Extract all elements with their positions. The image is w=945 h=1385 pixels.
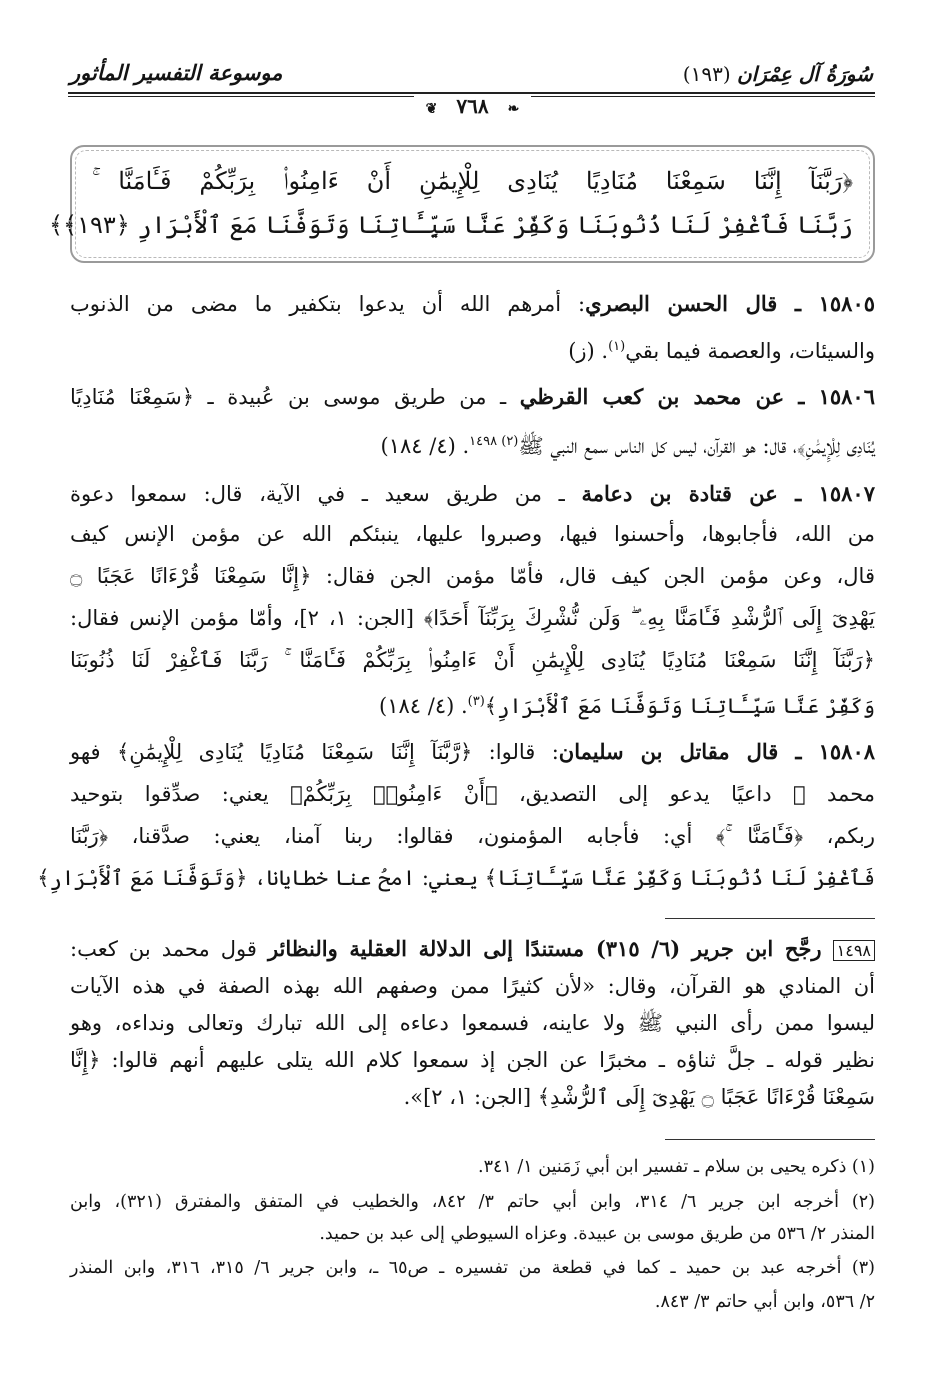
- footnote-ref: (١): [608, 339, 626, 354]
- entry-text: . (٤/ ١٨٤): [380, 434, 470, 458]
- entry-text: ـ من طريق سعيد ـ في الآية، قال: سمعوا دعوة: [70, 482, 582, 506]
- note-line: ليسوا ممن رأى النبي ﷺ ولا عاينه، فسمعوا دعاءه إلى الله تبارك وتعالى ونداءه، وهو: [70, 1011, 875, 1035]
- entry-text: : قالوا: ﴿رَّبَّنَآ إِنَّنَا سَمِعْنَا مُنَادِيًا يُنَادِى لِلْإِيمَٰنِ﴾ فهو: [70, 740, 559, 764]
- entry-line: محمد ﷺ داعيًا يدعو إلى التصديق، ﴿أَنْ ءَامِنُوا۟ بِرَبِّكُمْ﴾ يعني: صدِّقوا بتوحيد: [70, 782, 875, 806]
- footnote: المنذر ٢/ ٥٣٦ من طريق موسى بن عبيدة. وعزاه السيوطي إلى عبد بن حميد.: [319, 1224, 875, 1244]
- entry-line: قال، وعن مؤمن الجن كيف قال، فأمّا مؤمن الجن فقال: ﴿إِنَّا سَمِعْنَا قُرْءَانًا عَجَبًا ۝: [70, 564, 875, 588]
- entry-line: ﴿رَبَّنَآ إِنَّنَا سَمِعْنَا مُنَادِيًا يُنَادِى لِلْإِيمَٰنِ أَنْ ءَامِنُوا۟ بِرَبِّكُمْ فَـَٔامَنَّا ۚ رَبَّنَا فَٱغْفِرْ لَنَا ذُنُوبَنَا: [70, 648, 875, 672]
- running-header-sura: [683, 62, 873, 86]
- footnote: (١) ذكره يحيى بن سلام ـ تفسير ابن أبي زَمَنين ١/ ٣٤١.: [478, 1157, 875, 1177]
- verse-frame: [48, 145, 875, 263]
- entry-line: [70, 428, 875, 460]
- entry-line: [70, 290, 875, 318]
- entry-line: فَٱغْفِرْ لَنَا ذُنُوبَنَا وَكَفِّرْ عَنَّا سَيِّـَٔاتِنَا﴾ يعني: امحُ عنا خطايانا، ﴿وَتَوَفَّنَا مَعَ ٱلْأَبْرَارِ﴾: [37, 866, 875, 890]
- entry-line: [70, 738, 875, 766]
- verse-line-1: ﴿رَبَّنَآ إِنَّنَا سَمِعْنَا مُنَادِيًا يُنَادِى لِلْإِيمَٰنِ أَنْ ءَامِنُوا۟ بِرَبِّكُمْ فَـَٔامَنَّا ۚ: [92, 167, 853, 195]
- footnote: (٢) أخرجه ابن جرير ٦/ ٣١٤، وابن أبي حاتم ٣/ ٨٤٢، والخطيب في المتفق والمفترق (٣٢١)، وابن: [70, 1192, 875, 1212]
- narrator-name: الحسن البصري: [585, 291, 728, 316]
- note-line: [70, 935, 875, 965]
- ornament-icon: ❦: [420, 101, 444, 117]
- note-separator: [665, 918, 875, 919]
- note-line: أن المنادي هو القرآن، وقال: «لأن كثيرًا ممن وصفهم الله بهذه الصفة في هذه الآيات: [70, 974, 875, 998]
- note-line: نظير قوله ـ جلَّ ثناؤه ـ مخبرًا عن الجن إذ سمعوا كلام الله يتلى عليهم أنهم قالوا: ﴿إِنَّا: [70, 1048, 875, 1072]
- entry-number: ١٥٨٠٦ ـ عن: [741, 384, 875, 409]
- ornament-icon: ❧: [502, 101, 526, 117]
- note-number-box: ١٤٩٨: [833, 940, 875, 961]
- footnote-ref: (٢) ١٤٩٨: [469, 434, 519, 449]
- entry-text: : أمرهم الله أن يدعوا بتكفير ما مضى من الذنوب: [70, 292, 586, 316]
- entry-line: من الله، فأجابوها، وأحسنوا فيها، وصبروا عليها، ينبئكم الله عن مؤمن الإنس كيف: [70, 522, 875, 546]
- verse-line-2: رَبَّنَا فَٱغْفِرْ لَنَا ذُنُوبَنَا وَكَفِّرْ عَنَّا سَيِّـَٔاتِنَا وَتَوَفَّنَا مَعَ ٱلْأَبْرَارِ ﴿١٩٣﴾﴾: [48, 211, 853, 239]
- book-title: موسوعة التفسير المأثور: [70, 60, 283, 85]
- entry-text: وَكَفِّرْ عَنَّا سَيِّـَٔاتِنَا وَتَوَفَّنَا مَعَ ٱلْأَبْرَارِ﴾: [484, 694, 875, 718]
- footnote-separator: [665, 1139, 875, 1140]
- footnote: ٢/ ٥٣٦، وابن أبي حاتم ٣/ ٨٤٣.: [654, 1292, 875, 1312]
- page-number: [0, 94, 945, 118]
- entry-text: ـ من طريق موسى بن عُبيدة ـ ﴿سَمِعْنَا مُنَادِيًا: [70, 385, 520, 409]
- footnote-ref: (٣): [467, 694, 485, 709]
- entry-number: ١٥٨٠٨ ـ قال: [729, 739, 876, 764]
- entry-number: ١٥٨٠٥ ـ قال: [727, 291, 876, 316]
- entry-line: [70, 480, 875, 508]
- footnote: (٣) أخرجه عبد بن حميد ـ كما في قطعة من تفسيره ـ ص٦٥ ـ، وابن جرير ٦/ ٣١٥، ٣١٦، وابن المنذر: [70, 1258, 875, 1278]
- entry-line: [70, 688, 875, 720]
- entry-line: ربكم، ﴿فَـَٔامَنَّا ۚ﴾ أي: فأجابه المؤمنون، فقالوا: ربنا آمنا، يعني: صدَّقنا، ﴿رَبَّنَا: [70, 824, 875, 848]
- narrator-name: محمد بن كعب القرظي: [519, 384, 742, 409]
- page-number-text: ٧٦٨: [450, 94, 494, 118]
- entry-text: والسيئات، والعصمة فيما بقي: [625, 339, 875, 363]
- entry-line: [70, 333, 875, 365]
- note-text: قول محمد بن كعب:: [70, 937, 268, 961]
- narrator-name: مقاتل بن سليمان: [558, 739, 730, 764]
- entry-number: ١٥٨٠٧ ـ عن: [731, 481, 875, 506]
- entry-line: [70, 383, 875, 411]
- entry-line: يَهْدِىٓ إِلَى ٱلرُّشْدِ فَـَٔامَنَّا بِهِۦ ۖ وَلَن نُّشْرِكَ بِرَبِّنَآ أَحَدًا﴾ [الجن: ١، ٢]، وأمّا مؤمن الإنس فقال:: [70, 606, 875, 630]
- narrator-name: قتادة بن دعامة: [581, 481, 732, 506]
- entry-text: . (٤/ ١٨٤): [379, 694, 468, 718]
- entry-text: يُنَادِى لِلْإِيمَٰنِ﴾، قال: هو القرآن، ليس كل الناس سمع النبي ﷺ: [518, 434, 875, 458]
- sura-name: سُورَةُ آل عِمْرَان: [736, 62, 873, 86]
- entry-text: . (ز): [568, 339, 609, 363]
- verse-ref: (١٩٣): [682, 62, 731, 86]
- note-bold: رجَّح ابن جرير (٦/ ٣١٥) مستندًا إلى الدلالة العقلية والنظائر: [267, 936, 822, 961]
- note-line: سَمِعْنَا قُرْءَانًا عَجَبًا ۝ يَهْدِىٓ إِلَى ٱلرُّشْدِ﴾ [الجن: ١، ٢]».: [403, 1085, 875, 1109]
